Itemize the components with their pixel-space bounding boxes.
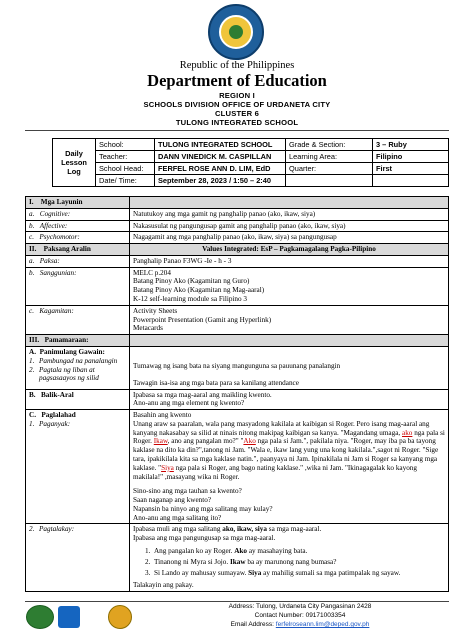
objective-text: Nagagamit ang mga panghalip panao (ako, ikaw, siya) sa pangungusap [130, 232, 449, 244]
highlighted-pronoun: ako [402, 428, 413, 437]
discussion-text: Ipabasa muli ang mga salitang ako, ikaw, siya sa mga mag-aaral. Ipabasa ang mga pangungusap sa mga mag-aaral. 1. Ang pangalan ko ay Roger. Ako ay masahaying bata. 2. Tinanong ni Myra si Jojo. Ikaw ba ay marunong nang bumasa? 3. Si Lando ay mahusay sumayaw. Siya ay mahilig sumali sa mga patimpalak ng sayaw. Talakayin ang pakay. [130, 524, 449, 592]
highlighted-pronoun: Siya [161, 463, 174, 472]
review-label: B. Balik-Aral [26, 389, 130, 410]
lesson-plan-table [25, 196, 449, 592]
review-text: Ipabasa sa mga mag-aaral ang maikling kwento. Ano-anu ang mga element ng kwento? [130, 389, 449, 410]
quarter-field-label: Quarter: [286, 163, 373, 175]
date-field-label: Date/ Time: [96, 175, 155, 187]
reference-list: MELC p.204 Batang Pinoy Ako (Kagamitan ng Guro) Batang Pinoy Ako (Kagamitan ng Mag-aaral) K-12 self-learning module sa Filipino 3 [130, 267, 449, 305]
teacher-field-value: DANN VINEDICK M. CASPILLAN [155, 151, 286, 163]
values-integrated: Values Integrated: EsP – Pagkamagalang Pagka-Pilipino [130, 244, 449, 256]
footer-email-line: Email Address: ferfelroseann.lim@deped.gov.ph [230, 621, 370, 628]
objective-label: c. Psychomotor: [26, 232, 130, 244]
discussion-label: 2. Pagtalakay: [26, 524, 130, 592]
school-label: TULONG INTEGRATED SCHOOL [175, 118, 299, 127]
teacher-field-label: Teacher: [96, 151, 155, 163]
empty-cell [130, 197, 449, 209]
objective-text: Nakasusulat ng pangungusap gamit ang panghalip panao (ako, ikaw, siya) [130, 220, 449, 232]
school-field-value: TULONG INTEGRATED SCHOOL [155, 139, 286, 151]
empty-cell [130, 335, 449, 347]
section-objectives-row [26, 197, 449, 209]
section-topic-row [26, 244, 449, 256]
topic-label: a. Paksa: [26, 255, 130, 267]
presentation-row [26, 410, 449, 524]
materials-row [26, 305, 449, 334]
section-procedure-row [26, 335, 449, 347]
footer-address: Address: Tulong, Urdaneta City Pangasinan 2428 [228, 603, 372, 610]
empty-cell [286, 175, 373, 187]
discussion-row [26, 524, 449, 592]
footer-divider [25, 601, 449, 602]
opening-activity-label: A. Panimulang Gawain: 1. Pambungad na panalangin 2. Pagtala ng liban at pagsasaayos ng silid [26, 346, 130, 389]
objective-row [26, 232, 449, 244]
section-title: Mga Layunin [40, 198, 83, 206]
objective-text: Natutukoy ang mga gamit ng panghalip panao (ako, ikaw, siya) [130, 208, 449, 220]
objective-row [26, 220, 449, 232]
date-field-value: September 28, 2023 / 1:50 – 2:40 [155, 175, 286, 187]
materials-list: Activity Sheets Powerpoint Presentation (Gamit ang Hyperlink) Metacards [130, 305, 449, 334]
school-logo [108, 605, 132, 629]
region-label: REGION I [219, 91, 255, 100]
materials-label: c. Kagamitan: [26, 305, 130, 334]
review-row [26, 389, 449, 410]
iso-certified-logo [58, 606, 80, 628]
area-field-value: Filipino [373, 151, 449, 163]
deped-matatag-logo [26, 605, 54, 629]
grade-field-value: 3 – Ruby [373, 139, 449, 151]
head-field-label: School Head: [96, 163, 155, 175]
opening-activity-text: Tumawag ng isang bata na siyang mangunguna sa pauunang panalangin Tawagin isa-isa ang mga bata para sa kanilang attendance [130, 346, 449, 389]
grade-field-label: Grade & Section: [286, 139, 373, 151]
quarter-field-value: First [373, 163, 449, 175]
section-number: II. Paksang Aralin [26, 244, 130, 256]
head-field-value: FERFEL ROSE ANN D. LIM, EdD [155, 163, 286, 175]
highlighted-pronoun: Ako [243, 437, 256, 446]
area-field-label: Learning Area: [286, 151, 373, 163]
objective-label: a. Cognitive: [26, 208, 130, 220]
topic-row [26, 255, 449, 267]
opening-activity-row [26, 346, 449, 389]
section-title: Paksang Aralin [43, 245, 91, 254]
section-title: Pamamaraan: [44, 336, 89, 345]
reference-label: b. Sanggunian: [26, 267, 130, 305]
school-field-label: School: [96, 139, 155, 151]
section-number: I. Mga Layunin [26, 197, 130, 209]
section-number: III. Pamamaraan: [26, 335, 130, 347]
topic-text: Panghalip Panao F3WG -Ie - h - 3 [130, 255, 449, 267]
division-label: SCHOOLS DIVISION OFFICE OF URDANETA CITY [143, 100, 331, 109]
objective-label: b. Affective: [26, 220, 130, 232]
highlighted-pronoun: Ikaw [153, 437, 168, 446]
empty-cell [373, 175, 449, 187]
department-title: Department of Education [147, 71, 327, 90]
footer-contact: Contact Number: 09171003354 [254, 612, 346, 619]
deped-seal [208, 4, 264, 60]
cluster-label: CLUSTER 6 [215, 109, 259, 118]
email-link[interactable]: ferfelroseann.lim@deped.gov.ph [275, 621, 370, 628]
daily-lesson-log-label: Daily Lesson Log [53, 139, 96, 187]
republic-label: Republic of the Philippines [179, 60, 295, 71]
reference-row [26, 267, 449, 305]
presentation-label: C. Paglalahad 1. Paganyak: [26, 410, 130, 524]
header-divider [25, 130, 449, 131]
story-text: Basahin ang kwento Unang araw sa paaralan, wala pang masyadong kakilala at kaibigan si Roger. Pero isang mag-aaral ang kanyang nakasabay sa silid at ninais nitong makipag kaibigan sa kanya. "Magandang umaga, ako nga pala si Roger. Ikaw, ano ang pangalan mo?" "Ako nga pala si Jam.", pakilala niya. "Roger, may iba pa ba tayong kaklase na dito ka din?",tanong ni Jam. "Wala e, ikaw lang yung una kong kakilala.",sagot ni Roger. "Sige tara, ipakikilala kita sa mga kaklase natin.", paanyaya ni Jam. Ipinakilala ni Jam si Roger sa kanyang mga kaklase. "Siya nga pala si Roger, ang bago nating kaklase." ,wika ni Jam. "Ikinagagalak ko kayong makilala!" ,masayang wika ni Roger. Sino-sino ang mga tauhan sa kwento? Saan naganap ang kwento? Napansin ba ninyo ang mga salitang may kulay? Ano-anu ang mga salitang ito? [130, 410, 449, 524]
lesson-info-table [52, 138, 449, 187]
objective-row [26, 208, 449, 220]
